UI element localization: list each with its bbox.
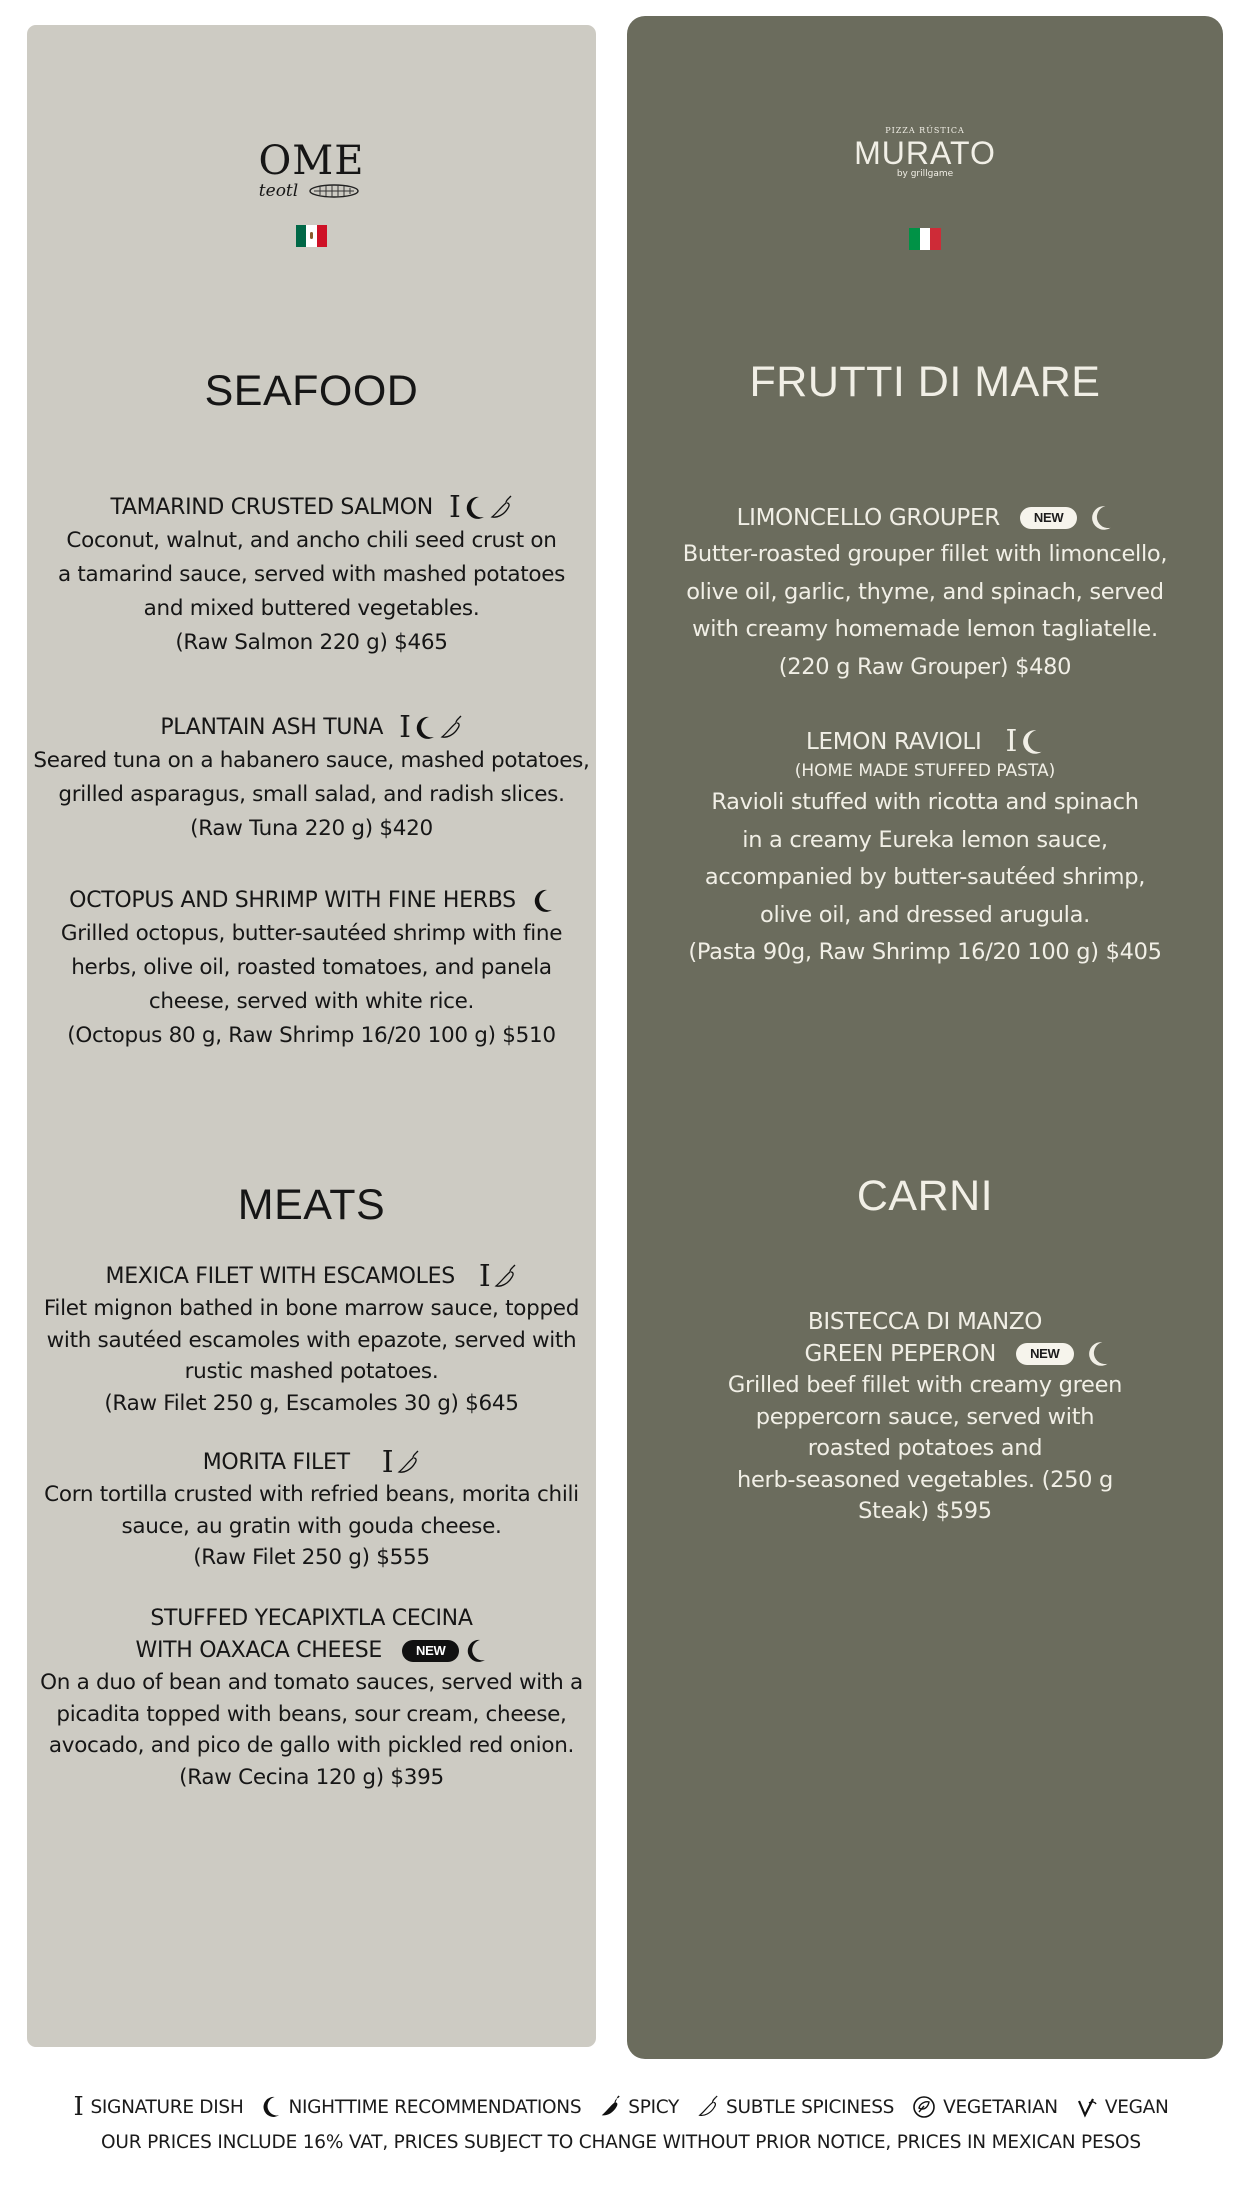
legend-label: SIGNATURE DISH — [90, 2096, 244, 2118]
legend-label: NIGHTTIME RECOMMENDATIONS — [288, 2096, 582, 2118]
dish-description-line: avocado, and pico de gallo with pickled red onion. — [48, 1733, 575, 1758]
dish-name: OCTOPUS AND SHRIMP WITH FINE HERBS — [69, 888, 516, 913]
right-menu-panel — [627, 16, 1223, 2059]
dish-name-line: STUFFED YECAPIXTLA CECINA — [150, 1606, 473, 1631]
dish-description-line: olive oil, garlic, thyme, and spinach, served — [686, 578, 1164, 605]
seafood-section-title: SEAFOOD — [204, 367, 419, 415]
subtle-spicy-pepper-icon — [489, 495, 513, 521]
dish-name: LIMONCELLO GROUPER — [736, 505, 1000, 531]
dish-price-line: (Raw Salmon 220 g) $465 — [175, 630, 448, 655]
dish-price-line: (220 g Raw Grouper) $480 — [778, 653, 1072, 680]
logo-sub-text: by grillgame — [896, 169, 954, 179]
left-menu-panel — [18, 16, 605, 2056]
new-badge: NEW — [1020, 507, 1077, 529]
dish-description-line: Filet mignon bathed in bone marrow sauce, topped — [43, 1296, 580, 1321]
dish-mexica-filet — [27, 1261, 596, 1419]
dish-description-line: sauce, au gratin with gouda cheese. — [121, 1513, 502, 1539]
signature-dish-icon: I — [478, 1259, 491, 1294]
legend-label: VEGETARIAN — [943, 2096, 1058, 2118]
dish-price-line: Steak) $595 — [858, 1498, 992, 1524]
dish-description-line: Grilled beef fillet with creamy green — [727, 1372, 1123, 1398]
dish-description-line: olive oil, and dressed arugula. — [760, 901, 1090, 928]
frutti-di-mare-section-title: FRUTTI DI MARE — [749, 358, 1101, 406]
logo-main-text: OME — [258, 138, 365, 184]
meats-section-title: MEATS — [237, 1181, 386, 1229]
logo-top-text: PIZZA RÚSTICA — [885, 126, 965, 135]
dish-description-line: On a duo of bean and tomato sauces, served with a — [40, 1670, 583, 1695]
carni-section-title: CARNI — [856, 1172, 994, 1220]
dish-tamarind-salmon — [27, 492, 596, 660]
subtle-spicy-pepper-icon — [396, 1450, 420, 1476]
dish-name: MEXICA FILET WITH ESCAMOLES — [105, 1264, 455, 1289]
legend-label: SUBTLE SPICINESS — [726, 2096, 895, 2118]
dish-description-line: Corn tortilla crusted with refried beans, morita chili — [44, 1482, 579, 1507]
dish-description-line: with creamy homemade lemon tagliatelle. — [692, 616, 1158, 642]
dish-limoncello-grouper — [627, 502, 1223, 686]
corn-icon — [304, 181, 364, 201]
dish-description-line: Grilled octopus, butter-sautéed shrimp with fine — [60, 921, 563, 946]
dish-name-line: WITH OAXACA CHEESE — [135, 1638, 383, 1663]
legend-subtle — [697, 2095, 894, 2119]
legend-signature — [73, 2092, 243, 2122]
signature-dish-icon: I — [381, 1445, 394, 1480]
moon-icon — [1020, 728, 1044, 756]
dish-description-line: in a creamy Eureka lemon sauce, — [742, 826, 1108, 853]
legend-label: VEGAN — [1104, 2096, 1169, 2118]
price-footnote: OUR PRICES INCLUDE 16% VAT, PRICES SUBJECT TO CHANGE WITHOUT PRIOR NOTICE, PRICES IN MEXICAN PESOS — [101, 2132, 1141, 2153]
dish-description-line: and mixed buttered vegetables. — [143, 596, 480, 621]
dish-lemon-ravioli — [627, 726, 1223, 972]
dish-price-line: (Pasta 90g, Raw Shrimp 16/20 100 g) $405 — [688, 939, 1162, 965]
moon-icon — [1086, 1340, 1110, 1368]
dish-name-line: BISTECCA DI MANZO — [807, 1309, 1043, 1335]
dish-name: LEMON RAVIOLI — [805, 729, 982, 755]
dish-name: TAMARIND CRUSTED SALMON — [110, 495, 433, 520]
dish-description-line: herbs, olive oil, roasted tomatoes, and panela — [71, 955, 552, 980]
dish-description-line: picadita topped with beans, sour cream, cheese, — [56, 1701, 567, 1727]
legend — [0, 2092, 1242, 2153]
dish-name-line: GREEN PEPERON — [804, 1341, 997, 1367]
legend-vegetarian — [912, 2095, 1058, 2119]
dish-bistecca-di-manzo — [627, 1306, 1223, 1528]
mexico-flag-icon — [296, 225, 328, 247]
dish-subtitle: (HOME MADE STUFFED PASTA) — [794, 761, 1056, 781]
legend-spicy — [599, 2095, 679, 2119]
dish-description-line: grilled asparagus, small salad, and radish slices. — [58, 782, 565, 807]
moon-icon — [464, 495, 486, 521]
dish-name: MORITA FILET — [202, 1450, 350, 1475]
spicy-pepper-icon — [599, 2095, 621, 2119]
italy-flag-icon — [909, 228, 941, 250]
logo-sub-text: teotl — [258, 181, 299, 201]
dish-description-line: a tamarind sauce, served with mashed potatoes — [57, 562, 566, 587]
dish-stuffed-cecina — [27, 1603, 596, 1793]
new-badge: NEW — [402, 1640, 459, 1662]
moon-icon — [532, 888, 554, 914]
dish-description-line: rustic mashed potatoes. — [184, 1359, 439, 1384]
dish-price-line: (Raw Cecina 120 g) $395 — [179, 1764, 444, 1790]
dish-price-line: (Raw Tuna 220 g) $420 — [190, 816, 433, 841]
dish-description-line: with sautéed escamoles with epazote, served with — [46, 1327, 577, 1353]
moon-icon — [465, 1638, 487, 1664]
subtle-spicy-pepper-icon — [697, 2095, 719, 2119]
signature-dish-icon: I — [1005, 724, 1017, 759]
dish-description-line: Butter-roasted grouper fillet with limoncello, — [682, 541, 1168, 567]
dish-octopus-shrimp — [27, 885, 596, 1053]
signature-dish-icon: I — [73, 2092, 84, 2122]
vegan-icon — [1076, 2095, 1098, 2119]
dish-price-line: (Octopus 80 g, Raw Shrimp 16/20 100 g) $510 — [67, 1023, 556, 1048]
new-badge: NEW — [1016, 1343, 1073, 1365]
dish-description-line: roasted potatoes and — [807, 1435, 1043, 1461]
dish-description-line: peppercorn sauce, served with — [755, 1403, 1095, 1430]
vegetarian-leaf-icon — [912, 2095, 936, 2119]
signature-dish-icon: I — [399, 710, 411, 745]
dish-description-line: Coconut, walnut, and ancho chili seed crust on — [66, 528, 557, 553]
moon-icon — [414, 715, 436, 741]
dish-price-line: (Raw Filet 250 g, Escamoles 30 g) $645 — [104, 1390, 519, 1416]
ome-logo — [27, 138, 596, 201]
signature-dish-icon: I — [448, 490, 461, 525]
moon-icon — [261, 2095, 281, 2119]
dish-price-line: (Raw Filet 250 g) $555 — [193, 1545, 430, 1570]
subtle-spicy-pepper-icon — [493, 1264, 517, 1290]
legend-vegan — [1076, 2095, 1169, 2119]
dish-description-line: cheese, served with white rice. — [148, 989, 475, 1014]
dish-morita-filet — [27, 1447, 596, 1574]
murato-logo — [627, 126, 1223, 179]
moon-icon — [1089, 504, 1113, 532]
dish-description-line: herb-seasoned vegetables. (250 g — [737, 1466, 1113, 1493]
dish-description-line: Ravioli stuffed with ricotta and spinach — [711, 789, 1139, 815]
dish-plantain-tuna — [27, 712, 596, 846]
logo-main-text: MURATO — [854, 135, 996, 171]
dish-description-line: Seared tuna on a habanero sauce, mashed potatoes, — [33, 748, 590, 773]
dish-description-line: accompanied by butter-sautéed shrimp, — [704, 864, 1146, 890]
legend-label: SPICY — [628, 2096, 680, 2118]
legend-night — [261, 2095, 581, 2119]
dish-name: PLANTAIN ASH TUNA — [160, 715, 384, 740]
subtle-spicy-pepper-icon — [439, 715, 463, 741]
